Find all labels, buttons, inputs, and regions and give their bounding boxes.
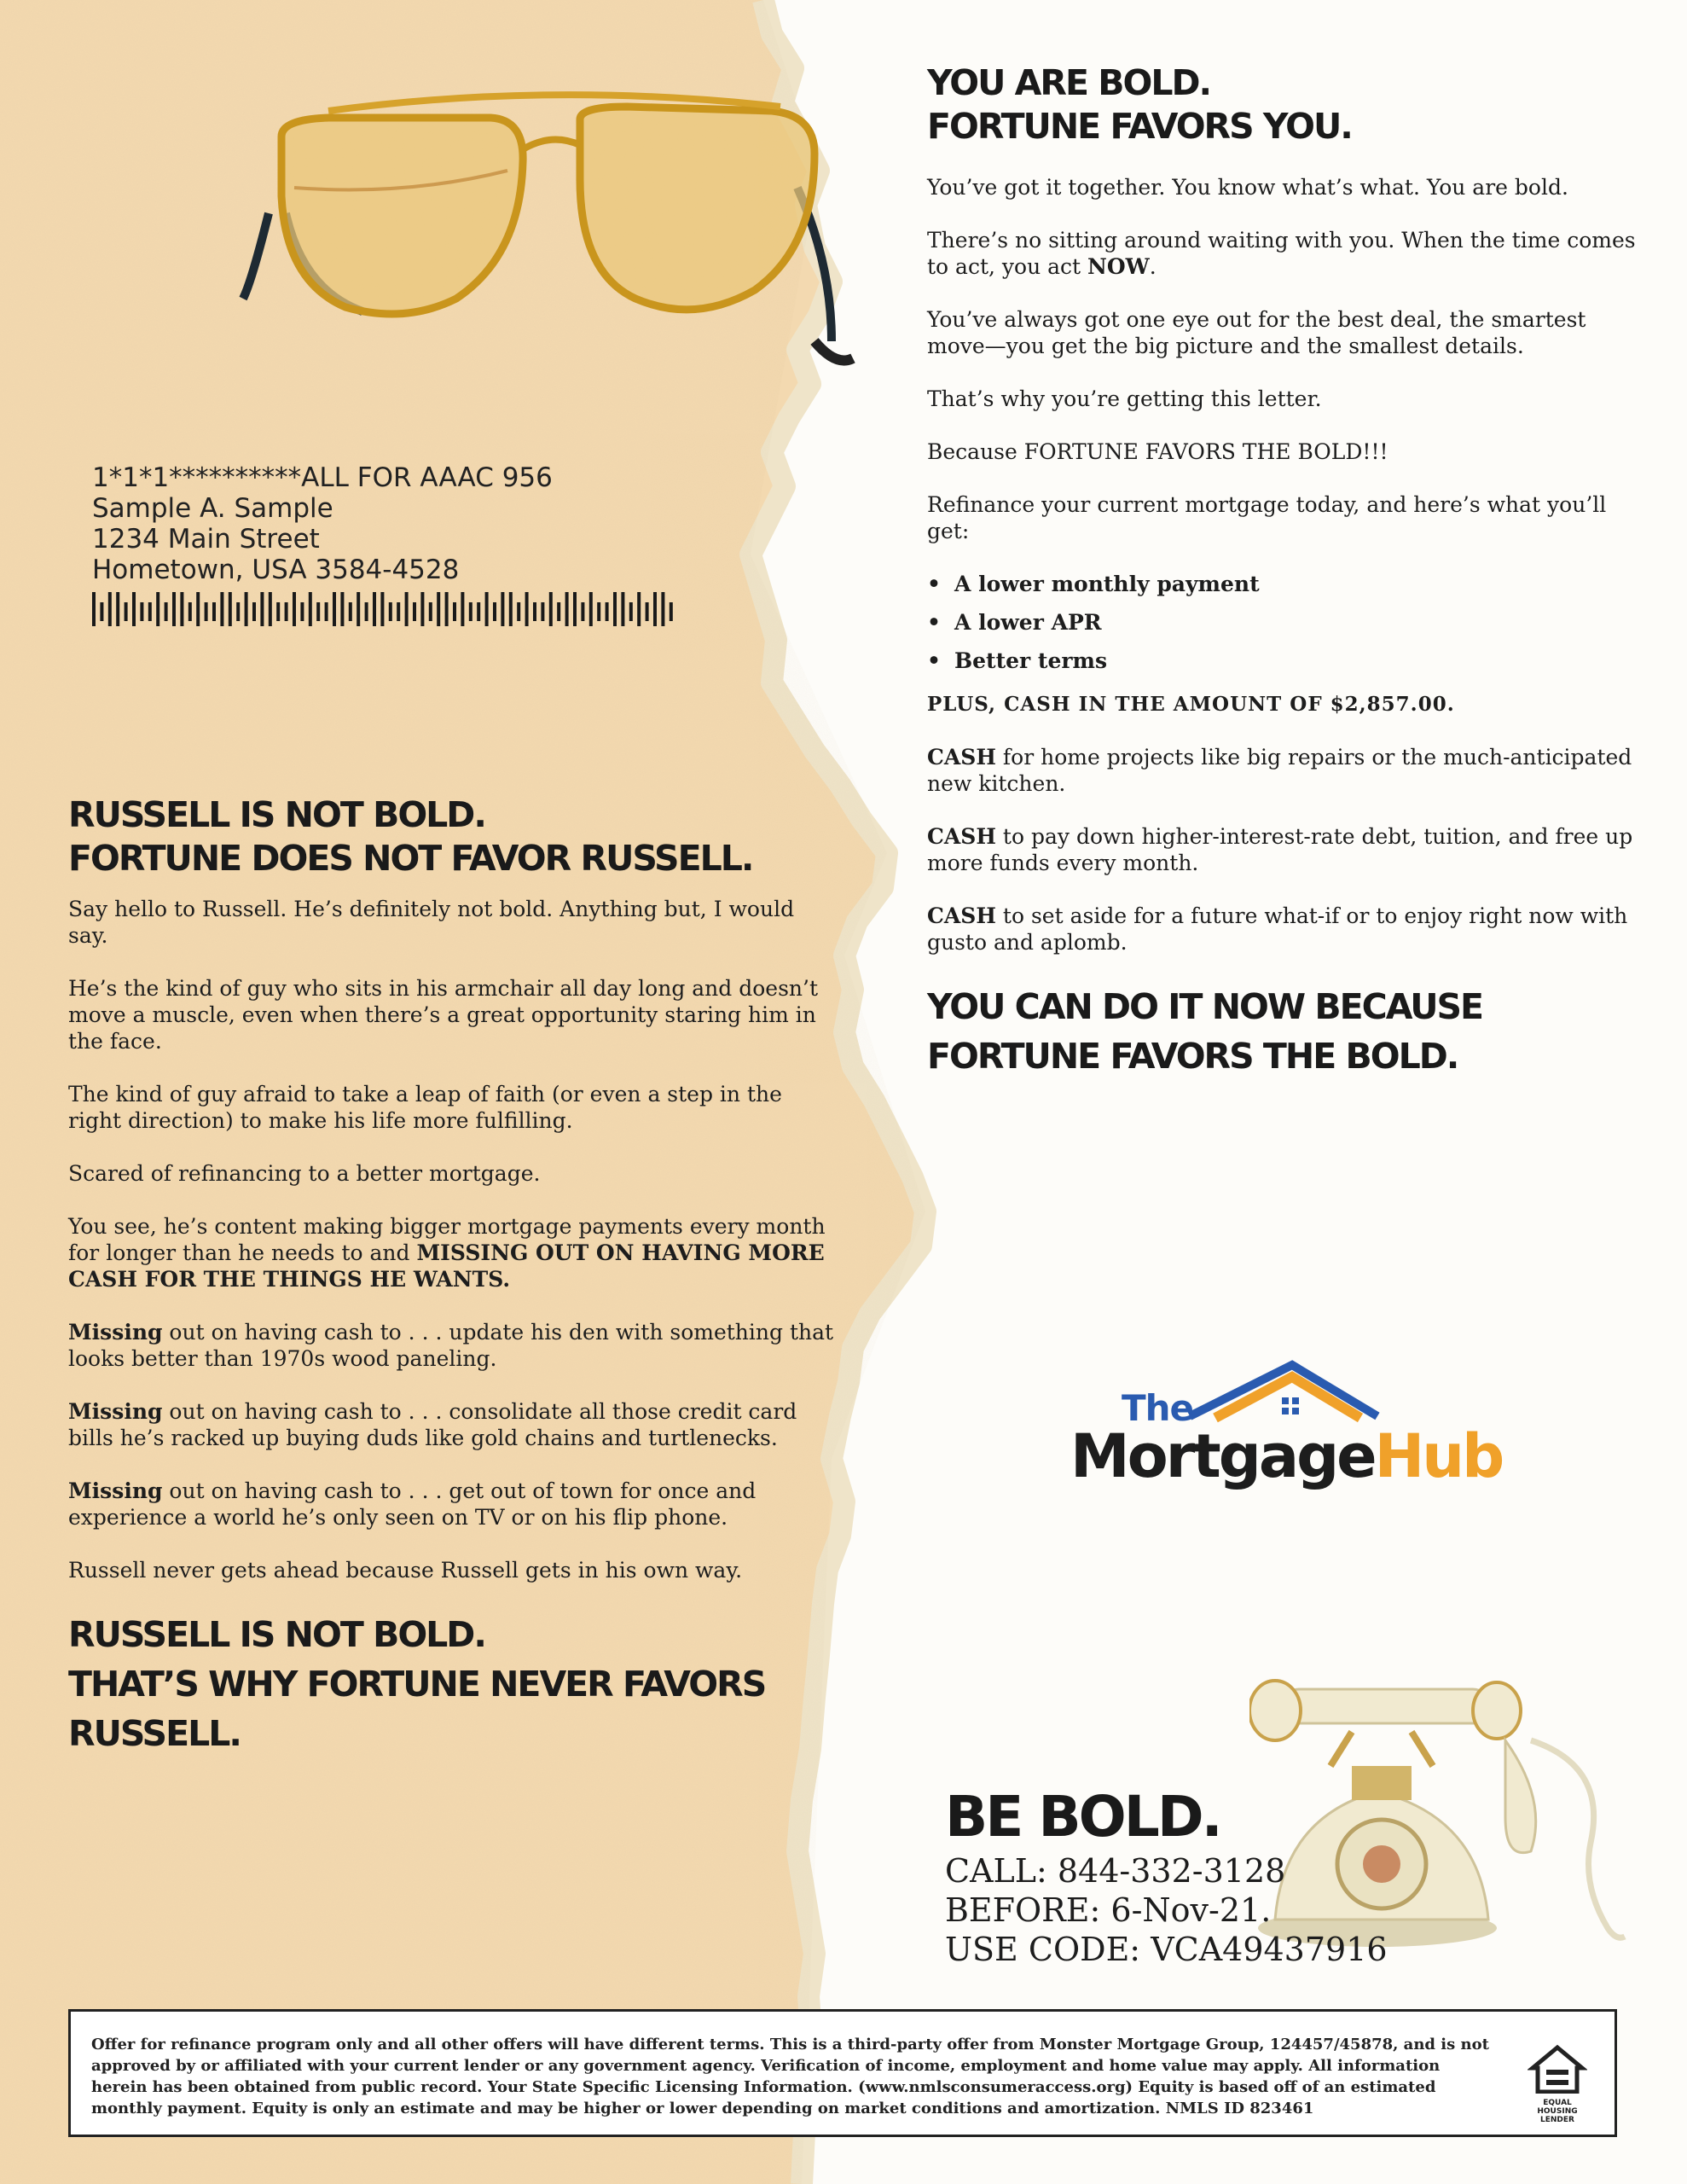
offer-deadline: BEFORE: 6-Nov-21. <box>945 1891 1272 1929</box>
barcode-bar <box>196 592 200 626</box>
legal-disclaimer <box>68 2009 1617 2137</box>
barcode-bar <box>172 592 176 626</box>
barcode-bar <box>380 592 384 626</box>
barcode-bar <box>180 592 183 626</box>
barcode-bar <box>116 592 119 626</box>
lead-word: CASH <box>927 903 996 928</box>
barcode-bar <box>100 602 103 621</box>
barcode-bar <box>565 592 569 626</box>
barcode-bar <box>205 602 208 621</box>
barcode-bar <box>148 602 152 621</box>
barcode-bar <box>140 602 143 621</box>
address-line-1: 1*1*1**********ALL FOR AAAC 956 <box>92 462 553 493</box>
barcode-bar <box>661 592 664 626</box>
emphasis-text: NOW <box>1087 254 1150 279</box>
disclaimer-text: Offer for refinance program only and all other offers will have different terms. This is a third-party offer from Monster Mortgage Group, 124457/45878, and is not approved by or affiliated with your current lender or any government agency. Verification of income, employment and home value may apply. All information herein has been obtained from public record. Your State Specific Licensing Information. (www.nmlsconsumeraccess.org) Equity is based off of an estimated monthly payment. Equity is only an estimate and may be higher or lower depending on market conditions and amortization. NMLS ID 823461 <box>91 2036 1489 2117</box>
lead-word: Missing <box>68 1478 163 1503</box>
paragraph <box>927 744 1644 797</box>
barcode-bar <box>533 602 536 621</box>
barcode-bar <box>389 602 392 621</box>
left-closing-heading <box>68 1610 836 1758</box>
barcode-bar <box>517 602 520 621</box>
barcode-bar <box>340 592 344 626</box>
barcode-bar <box>188 602 192 621</box>
barcode-bar <box>606 602 609 621</box>
paragraph: That’s why you’re getting this letter. <box>927 386 1322 411</box>
cta-heading: BE BOLD. <box>945 1784 1220 1850</box>
barcode-bar <box>413 602 416 621</box>
barcode-bar <box>437 592 440 626</box>
left-column <box>68 793 836 1758</box>
paragraph-text: There’s no sitting around waiting with you. When the time comes to act, you act <box>927 228 1636 279</box>
logo-hub: Hub <box>1374 1421 1503 1491</box>
barcode-bar <box>477 602 480 621</box>
paragraph <box>927 227 1644 280</box>
barcode-bar <box>501 592 504 626</box>
paragraph <box>927 823 1644 876</box>
right-heading <box>927 61 1644 148</box>
equal-housing-label: EQUAL HOUSING LENDER <box>1537 2099 1578 2124</box>
paragraph: Russell never gets ahead because Russell gets in his own way. <box>68 1558 743 1583</box>
list-item: • A lower monthly payment <box>927 571 1644 597</box>
paragraph-text: to set aside for a future what-if or to enjoy right now with gusto and aplomb. <box>927 903 1628 955</box>
barcode-bar <box>269 592 272 626</box>
barcode-bar <box>525 592 529 626</box>
paragraph: You’ve got it together. You know what’s what. You are bold. <box>927 175 1568 200</box>
promo-code: USE CODE: VCA49437916 <box>945 1931 1388 1968</box>
barcode-bar <box>541 602 544 621</box>
mortgage-hub-logo <box>1070 1356 1522 1493</box>
lead-word: Missing <box>68 1399 163 1424</box>
logo-the: The <box>1122 1387 1194 1429</box>
paragraph: Say hello to Russell. He’s definitely not bold. Anything but, I would say. <box>68 897 795 948</box>
barcode-bar <box>637 592 641 626</box>
right-closing-line-2: FORTUNE FAVORS THE BOLD. <box>927 1036 1458 1077</box>
paragraph: Refinance your current mortgage today, and here’s what you’ll get: <box>927 492 1607 543</box>
barcode-bar <box>349 602 352 621</box>
call-phone-number[interactable]: CALL: 844-332-3128 <box>945 1852 1286 1890</box>
barcode-bar <box>285 602 288 621</box>
paragraph: Because FORTUNE FAVORS THE BOLD!!! <box>927 439 1388 464</box>
barcode-bar <box>293 592 296 626</box>
barcode-bar <box>581 602 584 621</box>
left-closing-line-2: THAT’S WHY FORTUNE NEVER FAVORS <box>68 1664 766 1705</box>
paragraph <box>68 1478 836 1531</box>
lead-word: CASH <box>927 824 996 849</box>
barcode-bar <box>549 592 553 626</box>
equal-housing-lender-badge <box>1528 2044 1587 2124</box>
barcode-bar <box>260 592 264 626</box>
barcode-bar <box>621 592 624 626</box>
barcode-bar <box>276 602 280 621</box>
barcode-bar <box>92 592 96 626</box>
right-heading-line-1: YOU ARE BOLD. <box>927 62 1211 103</box>
barcode-bar <box>469 602 472 621</box>
barcode-bar <box>420 592 424 626</box>
logo-mortgage: Mortgage <box>1070 1421 1375 1491</box>
paragraph-text: out on having cash to . . . consolidate all those credit card bills he’s racked up buying duds like gold chains and turtlenecks. <box>68 1399 797 1450</box>
barcode-bar <box>670 602 673 621</box>
emphasis-text: MISSING OUT ON HAVING MORE CASH FOR THE THINGS HE WANTS. <box>68 1240 825 1292</box>
barcode-bar <box>108 592 112 626</box>
paragraph: He’s the kind of guy who sits in his armchair all day long and doesn’t move a muscle, even when there’s a great opportunity staring him in the face. <box>68 976 819 1054</box>
barcode-bar <box>325 602 328 621</box>
call-to-action <box>945 1783 1423 1969</box>
list-item: • A lower APR <box>927 609 1644 636</box>
paragraph <box>68 1213 836 1292</box>
barcode-bar <box>461 592 464 626</box>
left-heading <box>68 793 836 880</box>
barcode-bar <box>309 592 312 626</box>
address-name: Sample A. Sample <box>92 493 333 524</box>
barcode-bar <box>357 592 360 626</box>
paragraph <box>68 1398 836 1451</box>
lead-word: CASH <box>927 745 996 770</box>
barcode-bar <box>485 592 489 626</box>
barcode-bar <box>236 602 240 621</box>
barcode-bar <box>429 602 432 621</box>
barcode-bar <box>125 602 128 621</box>
barcode-bar <box>589 592 593 626</box>
paragraph-text: . <box>1149 254 1157 279</box>
barcode-bar <box>397 602 400 621</box>
barcode-bar <box>629 602 633 621</box>
barcode-bar <box>229 592 232 626</box>
barcode-bar <box>245 592 248 626</box>
barcode-bar <box>453 602 456 621</box>
address-street: 1234 Main Street <box>92 524 320 555</box>
barcode-bar <box>613 592 617 626</box>
left-heading-line-1: RUSSELL IS NOT BOLD. <box>68 794 485 835</box>
right-closing-heading <box>927 982 1644 1081</box>
barcode-bar <box>653 592 657 626</box>
barcode-bar <box>373 592 376 626</box>
barcode-bar <box>493 602 496 621</box>
barcode-bar <box>132 592 136 626</box>
barcode-bar <box>365 602 368 621</box>
barcode-bar <box>445 592 449 626</box>
barcode-bar <box>573 592 577 626</box>
barcode-bar <box>405 592 409 626</box>
barcode-bar <box>597 602 600 621</box>
equal-housing-icon <box>1528 2044 1587 2094</box>
barcode-bar <box>252 602 256 621</box>
paragraph-text: for home projects like big repairs or the much-anticipated new kitchen. <box>927 745 1632 796</box>
paragraph-text: out on having cash to . . . get out of town for once and experience a world he’s only seen on TV or on his flip phone. <box>68 1478 757 1530</box>
paragraph <box>927 903 1644 956</box>
paragraph: You’ve always got one eye out for the best deal, the smartest move—you get the big picture and the smallest details. <box>927 307 1586 358</box>
barcode-bar <box>220 592 223 626</box>
barcode-bar <box>509 592 513 626</box>
mailing-address-block <box>92 462 706 633</box>
paragraph: Scared of refinancing to a better mortgage. <box>68 1161 541 1186</box>
left-closing-line-1: RUSSELL IS NOT BOLD. <box>68 1614 485 1655</box>
benefits-list <box>927 571 1644 674</box>
paragraph-text: out on having cash to . . . update his den with something that looks better than 1970s wood paneling. <box>68 1320 834 1371</box>
lead-word: Missing <box>68 1320 163 1345</box>
right-closing-line-1: YOU CAN DO IT NOW BECAUSE <box>927 986 1483 1027</box>
barcode-bar <box>300 602 304 621</box>
address-city: Hometown, USA 3584-4528 <box>92 555 460 585</box>
barcode-bar <box>156 592 159 626</box>
right-heading-line-2: FORTUNE FAVORS YOU. <box>927 106 1352 147</box>
barcode-bar <box>557 602 560 621</box>
paragraph-text: to pay down higher-interest-rate debt, tuition, and free up more funds every month. <box>927 824 1633 875</box>
cash-amount: PLUS, CASH IN THE AMOUNT OF $2,857.00. <box>927 693 1455 716</box>
barcode-bar <box>333 592 336 626</box>
paragraph: The kind of guy afraid to take a leap of faith (or even a step in the right direction) to make his life more fulfilling. <box>68 1082 782 1133</box>
left-closing-line-3: RUSSELL. <box>68 1713 241 1754</box>
house-roof-icon <box>1181 1356 1386 1425</box>
left-heading-line-2: FORTUNE DOES NOT FAVOR RUSSELL. <box>68 838 753 879</box>
paragraph-text: You see, he’s content making bigger mortgage payments every month for longer than he needs to and <box>68 1214 826 1265</box>
barcode-bar <box>646 602 649 621</box>
barcode-bar <box>165 602 168 621</box>
barcode <box>92 592 689 626</box>
list-item: • Better terms <box>927 648 1644 674</box>
right-column <box>927 61 1644 1081</box>
logo-wordmark <box>1070 1421 1502 1491</box>
barcode-bar <box>212 602 216 621</box>
sunglasses-illustration <box>235 85 883 375</box>
barcode-bar <box>316 602 320 621</box>
paragraph <box>68 1319 836 1372</box>
